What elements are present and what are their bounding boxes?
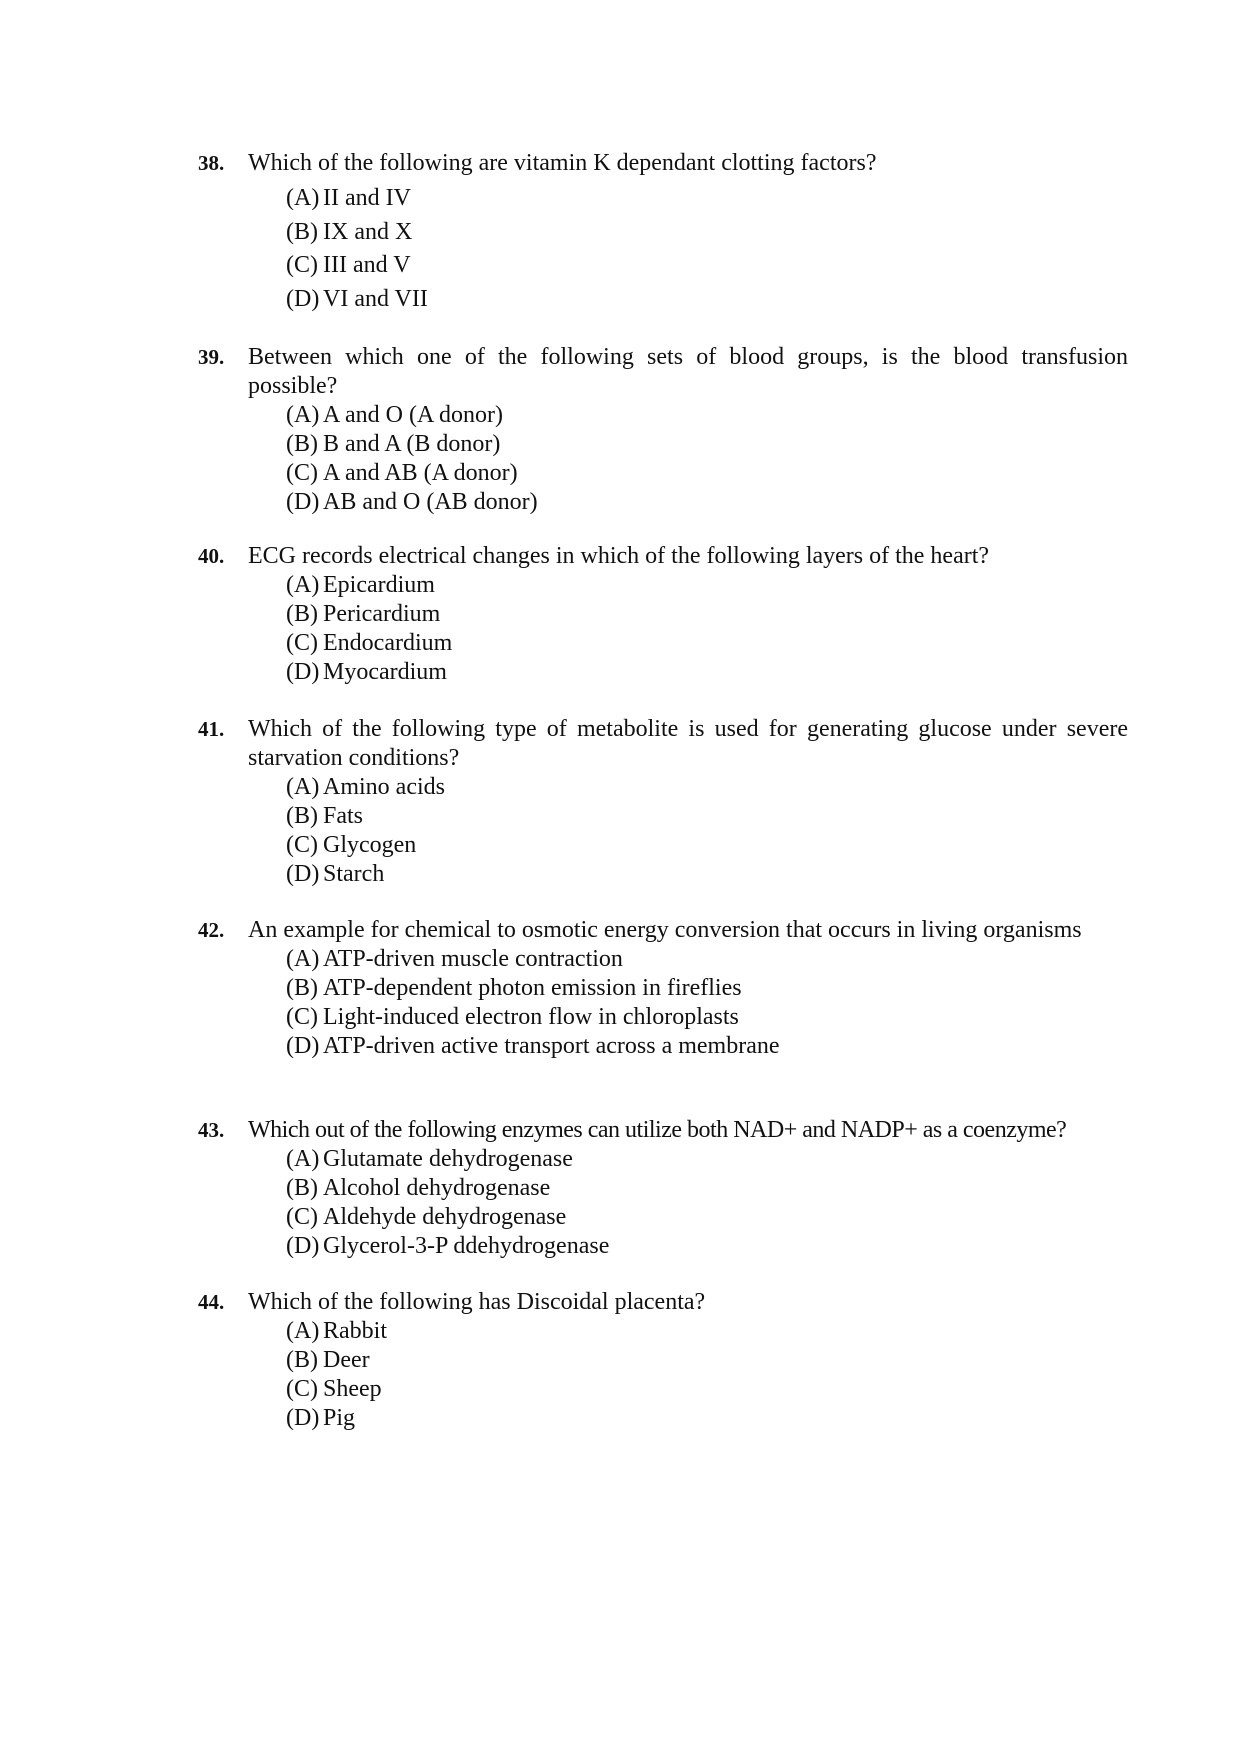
option-label: (A) <box>286 402 320 428</box>
option-list <box>286 1145 1128 1261</box>
option-c <box>286 249 1128 283</box>
option-text: Amino acids <box>323 774 445 800</box>
option-text: III and V <box>323 252 411 278</box>
option-a <box>286 773 1128 802</box>
option-b <box>286 802 1128 831</box>
option-label: (B) <box>286 431 318 457</box>
option-text: Light-induced electron flow in chloroplasts <box>323 1004 739 1030</box>
question-38 <box>198 149 1128 316</box>
option-text: ATP-driven active transport across a membrane <box>323 1033 780 1059</box>
option-b <box>286 600 1128 629</box>
option-a <box>286 945 1128 974</box>
option-text: Glycerol-3-P ddehydrogenase <box>323 1233 610 1259</box>
option-label: (A) <box>286 1146 320 1172</box>
option-label: (A) <box>286 185 320 211</box>
option-text: Glycogen <box>323 832 417 858</box>
option-c <box>286 1003 1128 1032</box>
question-text: Which of the following has Discoidal placenta? <box>248 1289 706 1315</box>
option-text: Alcohol dehydrogenase <box>323 1175 551 1201</box>
option-list <box>286 401 1128 517</box>
option-label: (B) <box>286 803 318 829</box>
option-text: Fats <box>323 803 364 829</box>
question-number: 38. <box>198 151 225 175</box>
option-list <box>286 571 1128 687</box>
option-text: Deer <box>323 1347 370 1373</box>
option-label: (D) <box>286 489 320 515</box>
question-number: 43. <box>198 1118 225 1142</box>
question-text: Which of the following are vitamin K dependant clotting factors? <box>248 150 877 176</box>
question-text: Between which one of the following sets of blood groups, is the blood transfusion possible? <box>248 344 1128 399</box>
option-text: AB and O (AB donor) <box>323 489 538 515</box>
question-43 <box>198 1116 1128 1261</box>
option-label: (A) <box>286 774 320 800</box>
option-a <box>286 182 1128 216</box>
option-text: Pericardium <box>323 601 441 627</box>
option-b <box>286 430 1128 459</box>
option-d <box>286 283 1128 317</box>
question-42 <box>198 916 1128 1061</box>
option-label: (D) <box>286 1233 320 1259</box>
option-text: Starch <box>323 861 385 887</box>
option-label: (C) <box>286 252 318 278</box>
option-text: ATP-dependent photon emission in fireflies <box>323 975 742 1001</box>
option-c <box>286 459 1128 488</box>
option-b <box>286 974 1128 1003</box>
option-a <box>286 1317 1128 1346</box>
option-d <box>286 1232 1128 1261</box>
question-40 <box>198 542 1128 687</box>
option-b <box>286 216 1128 250</box>
option-list <box>286 945 1128 1061</box>
option-label: (C) <box>286 1004 318 1030</box>
option-label: (B) <box>286 1175 318 1201</box>
option-b <box>286 1174 1128 1203</box>
option-text: A and AB (A donor) <box>323 460 518 486</box>
option-label: (C) <box>286 1204 318 1230</box>
question-text: Which of the following type of metabolite is used for generating glucose under severe starvation conditions? <box>248 716 1128 771</box>
option-text: ATP-driven muscle contraction <box>323 946 623 972</box>
option-text: Rabbit <box>323 1318 387 1344</box>
option-text: IX and X <box>323 218 413 245</box>
question-39 <box>198 343 1128 517</box>
option-list <box>286 182 1128 316</box>
option-text: VI and VII <box>323 285 428 312</box>
option-a <box>286 1145 1128 1174</box>
option-list <box>286 1317 1128 1433</box>
question-number: 41. <box>198 717 225 741</box>
option-label: (A) <box>286 946 320 972</box>
option-text: Myocardium <box>323 659 447 685</box>
option-label: (D) <box>286 285 320 312</box>
option-text: Sheep <box>323 1376 382 1402</box>
option-c <box>286 1203 1128 1232</box>
option-label: (C) <box>286 630 318 656</box>
option-text: Epicardium <box>323 572 435 598</box>
question-text: ECG records electrical changes in which of the following layers of the heart? <box>248 543 990 569</box>
option-d <box>286 488 1128 517</box>
option-label: (B) <box>286 1347 318 1373</box>
question-number: 39. <box>198 345 225 369</box>
option-label: (C) <box>286 460 318 486</box>
option-list <box>286 773 1128 889</box>
option-text: Glutamate dehydrogenase <box>323 1146 573 1172</box>
question-text: Which out of the following enzymes can utilize both NAD+ and NADP+ as a coenzyme? <box>248 1117 1067 1143</box>
option-label: (A) <box>286 572 320 598</box>
option-a <box>286 571 1128 600</box>
option-label: (C) <box>286 832 318 858</box>
option-label: (B) <box>286 218 318 245</box>
question-44 <box>198 1288 1128 1433</box>
question-number: 42. <box>198 918 225 942</box>
option-text: Pig <box>323 1405 356 1431</box>
option-c <box>286 1375 1128 1404</box>
option-d <box>286 1404 1128 1433</box>
option-label: (C) <box>286 1376 318 1402</box>
question-text: An example for chemical to osmotic energy conversion that occurs in living organisms <box>248 917 1082 943</box>
option-d <box>286 658 1128 687</box>
option-b <box>286 1346 1128 1375</box>
option-c <box>286 629 1128 658</box>
option-label: (D) <box>286 861 320 887</box>
option-label: (D) <box>286 1033 320 1059</box>
option-label: (A) <box>286 1318 320 1344</box>
option-label: (B) <box>286 975 318 1001</box>
option-text: II and IV <box>323 185 411 211</box>
option-c <box>286 831 1128 860</box>
question-41 <box>198 715 1128 889</box>
option-text: Aldehyde dehydrogenase <box>323 1204 567 1230</box>
option-label: (D) <box>286 659 320 685</box>
option-d <box>286 1032 1128 1061</box>
option-a <box>286 401 1128 430</box>
option-label: (B) <box>286 601 318 627</box>
question-number: 40. <box>198 544 225 568</box>
question-number: 44. <box>198 1290 225 1314</box>
option-text: A and O (A donor) <box>323 402 503 428</box>
option-d <box>286 860 1128 889</box>
option-text: Endocardium <box>323 630 453 656</box>
option-label: (D) <box>286 1405 320 1431</box>
option-text: B and A (B donor) <box>323 431 501 457</box>
